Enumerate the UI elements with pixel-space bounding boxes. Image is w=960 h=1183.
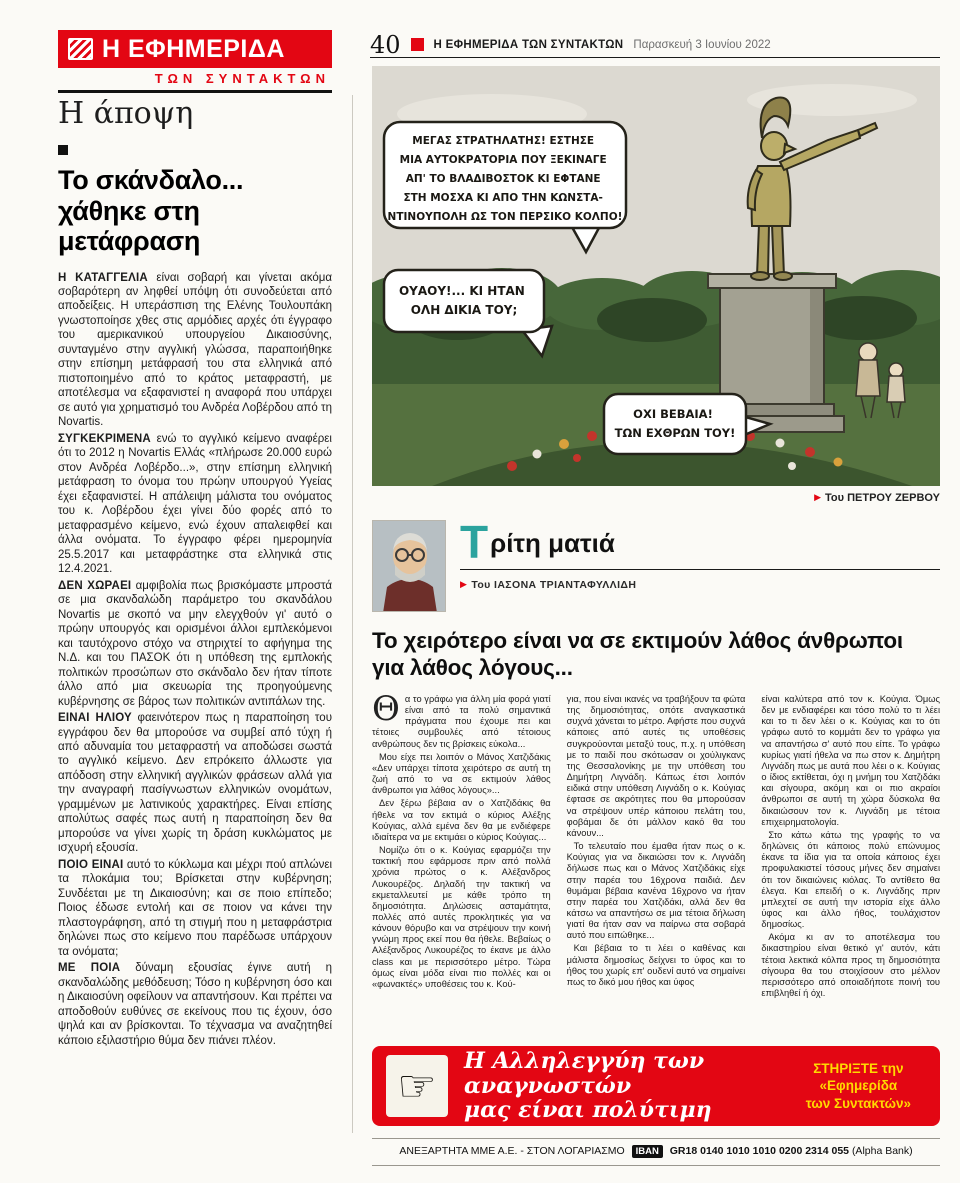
- body-column-1: [372, 694, 551, 1034]
- opinion-section-title: Η άποψη: [58, 96, 194, 131]
- opinion-paragraph: ΠΟΙΟ ΕΙΝΑΙ αυτό το κύκλωμα και μέχρι πού απλώνει τα πλοκάμια του; Βρίσκεται στην κυβέρνηση; Συνδέεται με τη Δικαιοσύνη; και σε ποιο επίπεδο; Ποιος έδωσε εντολή και σε ποιον να κάνει την πλαστογράφηση, από τη στιγμή που η μεταφράστρια δηλώνει πως στο κείμενο που παρέδωσε υπάρχουν τα ονόματα;: [58, 858, 332, 958]
- third-look-titleblock: [460, 516, 940, 612]
- masthead-stripes-icon: [68, 38, 93, 60]
- cartoon-illustration: [372, 66, 940, 486]
- third-look-section-title: Τρίτη ματιά: [460, 516, 615, 568]
- body-paragraph: Δεν ξέρω βέβαια αν ο Χατζιδάκις θα ήθελε να τον εκτιμά ο κύριος Αλέξης Κούγιας, αλλά εμένα δεν θα με ενδιέφερε ιδιαίτερα να με εκτιμάει ο κύριος Κούγιας...: [372, 798, 551, 842]
- bubble-line: ΑΠ' ΤΟ ΒΛΑΔΙΒΟΣΤΟΚ ΚΙ ΕΦΤΑΝΕ: [405, 173, 601, 185]
- credit-arrow-icon: ▶: [814, 492, 822, 502]
- column-divider: [352, 95, 353, 1133]
- section-square-marker: [58, 145, 68, 155]
- body-paragraph: είναι καλύτερα από τον κ. Κούγια. Όμως δεν με ενδιαφέρει και τόσο πολύ το τι λέει και το τι δεν λέει ο κ. Κούγιας και το ότι γράφω αυτό το κομμάτι δεν το γράφω για να απαντήσω σ' αυτό που είπε. Το γράφω κυρίως γιατί ήθελα να πω στον κ. Δημήτρη Λιγνάδη πως με αυτά που λέει ο κ. Κούγιας ο ίδιος εκτίθεται, όχι η μνήμη του Χατζιδάκι και σίγουρα, ακόμη και οι πιο ακραίοι άνθρωποι σε αυτή τη χώρα δύσκολα θα δικαιώσουν τον κ. Λιγνάδη με τέτοια επιχειρηματολογία.: [761, 694, 940, 827]
- banner-support-text: ΣΤΗΡΙΞΤΕ την «Εφημερίδα των Συντακτών»: [805, 1060, 912, 1111]
- solidarity-banner: [372, 1046, 940, 1126]
- body-paragraph: Νομίζω ότι ο κ. Κούγιας εφαρμόζει την τακτική που εφάρμοσε πριν από πολλά χρόνια πρώτος ο κ. Αλέξανδρος Λυκουρέζος. Δηλαδή την τακτική να εκμεταλλευτεί με κάθε τρόπο τη δημοσιότητα. Δηλώσεις ασταμάτητα, πολλές από αυτές προκλητικές για να κάνουν θόρυβο και να στρέψουν την κοινή γνώμη προς εκεί που θα ήθελε. Βεβαίως ο Αλέξανδρος Λυκουρέζος το έκανε με άλλο class και με περισσότερο μέτρο. Τώρα όμως είναι μόδα είναι πιο πολλές και οι «φωνακτές» υποθέσεις του κ. Κού-: [372, 845, 551, 989]
- opinion-paragraph: ΜΕ ΠΟΙΑ δύναμη εξουσίας έγινε αυτή η σκανδαλώδης μεθόδευση; Τόσο η κυβέρνηση όσο και η Δικαιοσύνη οφείλουν να απαντήσουν. Και πρέπει να αποδοθούν ευθύνες σε εκείνους που τις έχουν, όσο ψηλά και αν βρίσκονται. Το τέχνασμα να αναζητηθεί κάποιο εξιλαστήριο θύμα δεν πιάνει πλέον.: [58, 962, 332, 1047]
- bubble-line: ΤΩΝ ΕΧΘΡΩΝ ΤΟΥ!: [614, 426, 736, 440]
- page-header: [370, 32, 940, 58]
- political-cartoon: [372, 66, 940, 486]
- bubble-line: ΝΤΙΝΟΥΠΟΛΗ ΩΣ ΤΟΝ ΠΕΡΣΙΚΟ ΚΟΛΠΟ!: [387, 211, 623, 223]
- opinion-paragraph: ΔΕΝ ΧΩΡΑΕΙ αμφιβολία πως βρισκόμαστε μπροστά σε μια σκανδαλώδη παράμετρο του σκανδάλου Novartis με σκοπό να μην ελεγχθούν γι' αυτό ο πρώην υπουργός και ορισμένοι άλλοι εμπλεκόμενοι και ταυτόχρονο στόχο να στηριχτεί το αφήγημα της Ν.Δ. και του ΠΑΣΟΚ ότι η υπόθεση της εμπλοκής πολιτικών προσώπων στο σκάνδαλο δεν ήταν τίποτε άλλο από μια σκευωρία της προηγούμενης κυβέρνησης σε βάρος των πολιτικών αντιπάλων της.: [58, 579, 332, 708]
- body-paragraph: Το τελευταίο που έμαθα ήταν πως ο κ. Κούγιας για να δικαιώσει τον κ. Λιγνάδη δήλωσε πως και ο Μάνος Χατζιδάκις είχε στην παρέα του 16χρονα παιδιά. Δεν θυμάμαι βέβαια κανένα 16χρονο να ήταν στην παρέα του Χατζιδάκι, αλλά δεν θα κάτσω να απαντήσω σε μια τέτοια δήλωση γιατί θα ήταν σαν να παίρνω στα σοβαρά αυτό που ειπώθηκε...: [566, 841, 746, 941]
- byline-arrow-icon: ▶: [460, 579, 468, 590]
- author-portrait-illustration: [373, 521, 446, 612]
- banner-headline: Η Αλληλεγγύη των αναγνωστών μας είναι πολύτιμη: [464, 1048, 712, 1124]
- body-paragraph: Και βέβαια το τι λέει ο καθένας και μάλιστα δημοσίως δείχνει το ύφος και το ήθος του χωρίς επ' ουδενί αυτό να σημαίνει πως το δικό μου ήθος και ύφος: [566, 943, 746, 987]
- iban-label: IBAN: [632, 1145, 663, 1158]
- cartoon-credit: ▶ Του ΠΕΤΡΟΥ ΖΕΡΒΟΥ: [814, 492, 940, 504]
- bubble-line: ΟΧΙ ΒΕΒΑΙΑ!: [633, 407, 713, 421]
- opinion-headline: Το σκάνδαλο... χάθηκε στη μετάφραση: [58, 165, 244, 256]
- masthead-subtitle-row: [58, 68, 332, 93]
- bank-name: (Alpha Bank): [851, 1145, 913, 1157]
- opinion-paragraph: Η ΚΑΤΑΓΓΕΛΙΑ είναι σοβαρή και γίνεται ακόμα σοβαρότερη αν ληφθεί υπόψη ότι συνοδεύεται από αποδείξεις. Η υπεράσπιση της Ελένης Τουλουπάκη γνωστοποίησε χθες στις αρμόδιες αρχές ότι έγγραφο του αμερικανικού υπουργείου Δικαιοσύνης, συνταγμένο στην αγγλική γλώσσα, παραποιήθηκε στην επίσημη μετάφρασή του στα ελληνικά από πιστοποιημένο από το κράτος μεταφραστή, με αποτέλεσμα να εξαφανιστεί η αναφορά που υπάρχει σε αυτό για χρηματισμό του Ανδρέα Λοβέρδου από τη Novartis.: [58, 271, 332, 429]
- paper-logo-chip-icon: [411, 38, 424, 51]
- pedestal-shadow: [810, 289, 823, 403]
- author-photo: [372, 520, 446, 612]
- body-paragraph: Στο κάτω κάτω της γραφής το να δηλώνεις ότι κάποιος πολύ επώνυμος έκανε τα ίδια για τα οποία κάποιος έχει προφυλακιστεί τόσους μήνες δεν σημαίνει ότι τον δικαιώνεις κιόλας. Το αντίθετο θα έλεγα. Και επειδή ο κ. Λιγνάδης πριν μπλεχτεί σε αυτή την ιστορία είχε άλλο ύφος και άλλο ήθος, τουλάχιστον δημοσίως.: [761, 829, 940, 930]
- body-paragraph: Ακόμα κι αν το αποτέλεσμα του δικαστηρίου είναι θετικό γι' αυτόν, κάτι τέτοια λεκτικά κόλπα προς τη δημοσιότητα σίγουρα θα του στοιχίσουν στο μέλλον περισσότερο από οποιαδήποτε ποινή του επιβληθεί ή όχι.: [761, 932, 940, 999]
- opinion-body: [58, 271, 332, 1128]
- bubble-line: ΜΙΑ ΑΥΤΟΚΡΑΤΟΡΙΑ ΠΟΥ ΞΕΚΙΝΑΓΕ: [399, 154, 607, 166]
- bubble-line: ΟΛΗ ΔΙΚΙΑ ΤΟΥ;: [410, 303, 518, 317]
- bubble-line: ΣΤΗ ΜΟΣΧΑ ΚΙ ΑΠΟ ΤΗΝ ΚΩΝΣΤΑ-: [403, 192, 603, 204]
- pointing-hand-icon: ☞: [386, 1055, 448, 1117]
- bank-account-line: ΑΝΕΞΑΡΤΗΤΑ ΜΜΕ Α.Ε. - ΣΤΟΝ ΛΟΓΑΡΙΑΣΜΟ IBAN GR18 0140 1010 1010 0200 2314 055 (Alpha Bank): [372, 1138, 940, 1166]
- masthead: [58, 30, 332, 93]
- bubble-line: ΟΥΑΟΥ!... ΚΙ ΗΤΑΝ: [398, 284, 525, 298]
- speech-bubble-3: [604, 394, 770, 454]
- section-rule: [460, 569, 940, 570]
- masthead-red-box: [58, 30, 332, 68]
- masthead-title: Η ΕΦΗΜΕΡΙΔΑ: [102, 34, 285, 63]
- issue-date: Παρασκευή 3 Ιουνίου 2022: [633, 38, 771, 51]
- masthead-subtitle: ΤΩΝ ΣΥΝΤΑΚΤΩΝ: [154, 71, 330, 86]
- opinion-paragraph: ΕΙΝΑΙ ΗΛΙΟΥ φαεινότερον πως η παραποίηση του εγγράφου δεν θα μπορούσε να συμβεί από τύχη ή από αδυναμία του μεταφραστή να αποδώσει σωστά το αγγλικό κείμενο. Δεν επρόκειτο άλλωστε για απόδοση στην ελληνική αγγλικών φράσεων αλλά για την αναγραφή πασίγνωστων ελληνικών ονομάτων, γραμμένων με λατινικούς χαρακτήρες. Είναι επίσης απολύτως σαφές πως αυτή η παραποίηση δεν θα μπορούσε να γίνει χωρίς τη δράση κυκλώματος με ισχυρή εξουσία.: [58, 712, 332, 855]
- page-number: 40: [370, 30, 401, 59]
- body-column-3: [761, 694, 940, 1034]
- body-paragraph: Θα το γράφω για άλλη μία φορά γιατί είναι από τα πολύ σημαντικά πράγματα που έχουμε πει και τέτοιες συμβουλές από τέτοιους ανθρώπους δεν τις βρίσκεις εύκολα...: [372, 694, 551, 749]
- third-look-body: [372, 694, 940, 1034]
- opinion-paragraph: ΣΥΓΚΕΚΡΙΜΕΝΑ ενώ το αγγλικό κείμενο αναφέρει ότι το 2012 η Novartis Ελλάς «πλήρωσε 20.000 ευρώ στον Ανδρέα Λοβέρδο...», στην επίσημη ελληνική μετάφραση το όνομα του πρώην υπουργού Υγείας έχει εξαφανιστεί. Η απάλειψη μάλιστα του ονόματος του κ. Λοβέρδου έχει γίνει δύο φορές από το μεταφρασμένο κείμενο, ενώ έχουν απαλειφθεί και άλλα ονόματα. Το έγγραφο φέρει ημερομηνία 25.5.2017 και μεταφράστηκε στα ελληνικά στις 12.4.2021.: [58, 432, 332, 576]
- body-paragraph: Μου είχε πει λοιπόν ο Μάνος Χατζιδάκις «Δεν υπάρχει τίποτα χειρότερο σε αυτή τη ζωή από το να σε εκτιμούν λάθος άνθρωποι για λάθος λόγους»...: [372, 751, 551, 796]
- third-look-header: [372, 516, 940, 612]
- third-look-headline: Το χειρότερο είναι να σε εκτιμούν λάθος άνθρωποι για λάθος λόγους...: [372, 628, 903, 680]
- opinion-article: [58, 96, 332, 1128]
- bubble-line: ΜΕΓΑΣ ΣΤΡΑΤΗΛΑΤΗΣ! ΕΣΤΗΣΕ: [412, 135, 595, 147]
- iban-number: GR18 0140 1010 1010 0200 2314 055: [669, 1145, 850, 1157]
- body-column-2: [567, 694, 746, 1034]
- dropcap: Θ: [372, 694, 400, 729]
- author-byline: ▶ Του ΙΑΣΟΝΑ ΤΡΙΑΝΤΑΦΥΛΛΙΔΗ: [460, 579, 637, 592]
- body-paragraph: για, που είναι ικανές να τραβήξουν τα φώτα της δημοσιότητας, οπότε αναγκαστικά συχνά χάνεται το μέτρο. Αφήστε που συχνά κάποιες από αυτές τις υποθέσεις συγκρούονται μεταξύ τους, π.χ. η υπόθεση με το παιδί που σκότωσαν οι χούλιγκανς της Θεσσαλονίκης με την υπόθεση του Δημήτρη Λιγνάδη. Κάπως έτσι λοιπόν ειδικά στην υπόθεση Λιγνάδη ο κ. Κούγιας έφτασε σε ακρότητες που θα μπορούσαν να στρέψουν υπέρ κάποιου πελάτη του, φοβάμαι δε ότι μάλλον κακό θα του κάνουν...: [566, 694, 746, 838]
- paper-name: Η ΕΦΗΜΕΡΙΔΑ ΤΩΝ ΣΥΝΤΑΚΤΩΝ: [433, 38, 624, 51]
